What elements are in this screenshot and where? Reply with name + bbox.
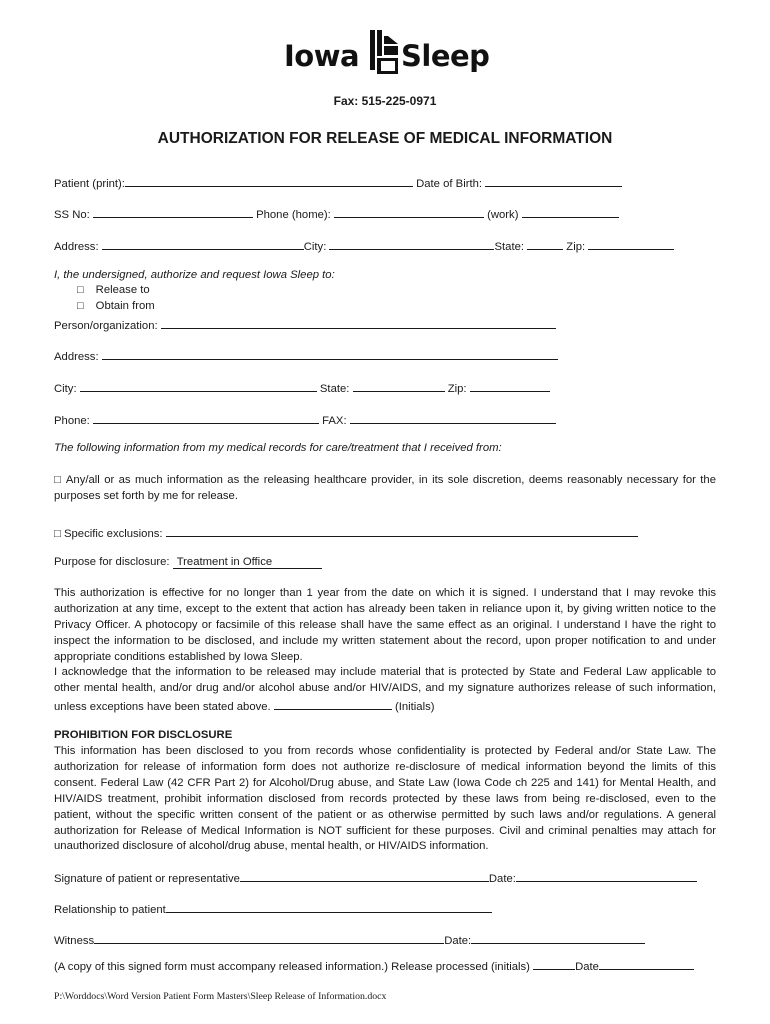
org-phone-row <box>54 411 556 427</box>
dob-field[interactable] <box>485 174 622 187</box>
iowa-sleep-logo <box>284 28 490 80</box>
exclusions-row <box>54 524 638 540</box>
option-release[interactable] <box>77 284 150 296</box>
logo-text-sleep: Sleep <box>401 39 490 73</box>
signature-row <box>54 869 697 885</box>
witness-row <box>54 931 645 947</box>
authorization-paragraph: This authorization is effective for no longer than 1 year from the date on which it is signed. I understand that I may revoke this authorization at any time, except to the extent that action has already been taken in reliance upon it, by giving written notice to the Privacy Officer. A photocopy or facsimile of this release shall have the same effect as an original. I understand I have the right to inspect the information to be disclosed, and include my written statement about the record, upon proper notification to and under appropriate conditions established by Iowa Sleep. <box>54 587 716 663</box>
fax-number: Fax: 515-225-0971 <box>333 94 437 108</box>
purpose-row <box>54 556 322 569</box>
records-intro: The following information from my medical records for care/treatment that I received from: <box>54 442 502 454</box>
ss-label: SS No: <box>54 209 90 221</box>
org-state-label: State: <box>319 383 350 395</box>
copy-note-row <box>54 957 694 973</box>
release-to-label: Release to <box>95 284 150 296</box>
zip-label: Zip: <box>566 241 586 253</box>
option-obtain[interactable] <box>77 300 155 312</box>
org-zip-label: Zip: <box>447 383 467 395</box>
processed-date-field[interactable] <box>599 957 694 970</box>
logo-mark-icon <box>368 28 400 74</box>
org-fax-label: FAX: <box>322 415 347 427</box>
dob-label: Date of Birth: <box>416 178 483 190</box>
exclusions-field[interactable] <box>166 524 638 537</box>
ss-phone-row <box>54 205 619 221</box>
signature-field[interactable] <box>240 869 489 882</box>
anyall-option[interactable]: □ Any/all or as much information as the releasing healthcare provider, in its sole discretion, deems reasonably necessary for the purposes set forth by me for release. <box>54 474 716 502</box>
patient-address-row <box>54 237 674 253</box>
signature-date-field[interactable] <box>516 869 697 882</box>
phone-work-field[interactable] <box>522 205 619 218</box>
copy-note: (A copy of this signed form must accompany released information.) Release processed (initials) <box>54 961 530 973</box>
relationship-field[interactable] <box>166 900 492 913</box>
city-field[interactable] <box>329 237 494 250</box>
city-label: City: <box>303 241 327 253</box>
acknowledge-text: I acknowledge that the information to be released may include material that is protected by State and Federal Law applicable to other mental health, and/or drug and/or alcohol abuse and/or HIV/AIDS, and my signature authorizes release of such information, unless exceptions have been stated above. <box>54 666 716 713</box>
address-label: Address: <box>54 241 99 253</box>
prohibition-heading: PROHIBITION FOR DISCLOSURE <box>54 729 233 741</box>
signature-label: Signature of patient or representative <box>54 873 240 885</box>
exclusions-label[interactable]: □ Specific exclusions: <box>54 528 163 540</box>
prohibition-paragraph: This information has been disclosed to you from records whose confidentiality is protected by Federal and/or State Law. The authorization for release of information form does not authorize re-disclosure of medical information beyond the limits of this consent. Federal Law (42 CFR Part 2) for Alcohol/Drug abuse, and State Law (Iowa Code ch 225 and 141) for Mental Health, and HIV/AIDS treatment, prohibit information disclosed from records protected by these laws from being re-disclosed, even to the patient, without the specific written consent of the patient or as otherwise permitted by such laws and/or regulations. A general authorization for Release of Medical Information is NOT sufficient for these purposes. Civil and criminal penalties may attach for unauthorized disclosure of alcohol/drug abuse, mental health, or HIV/AIDS information. <box>54 745 716 853</box>
person-org-row <box>54 316 556 332</box>
relationship-row <box>54 900 492 916</box>
purpose-field[interactable]: Treatment in Office <box>173 556 322 569</box>
state-label: State: <box>494 241 525 253</box>
initials-field[interactable] <box>274 697 392 710</box>
address-field[interactable] <box>102 237 304 250</box>
org-city-field[interactable] <box>80 379 317 392</box>
relationship-label: Relationship to patient <box>54 904 166 916</box>
org-fax-field[interactable] <box>350 411 556 424</box>
person-org-label: Person/organization: <box>54 320 158 332</box>
org-address-label: Address: <box>54 351 99 363</box>
witness-field[interactable] <box>94 931 444 944</box>
patient-name-row <box>54 174 622 190</box>
org-phone-label: Phone: <box>54 415 90 427</box>
footer-file-path: P:\Worddocs\Word Version Patient Form Masters\Sleep Release of Information.docx <box>54 991 387 1002</box>
page-title: AUTHORIZATION FOR RELEASE OF MEDICAL INFORMATION <box>157 130 613 147</box>
person-org-field[interactable] <box>161 316 556 329</box>
zip-field[interactable] <box>588 237 674 250</box>
witness-label: Witness <box>54 935 95 947</box>
org-address-field[interactable] <box>102 347 558 360</box>
state-field[interactable] <box>527 237 563 250</box>
witness-date-field[interactable] <box>471 931 645 944</box>
phone-work-label: (work) <box>487 209 519 221</box>
org-city-row <box>54 379 550 395</box>
org-address-row <box>54 347 558 363</box>
processed-date-label: Date <box>575 961 599 973</box>
initials-label: (Initials) <box>394 700 435 713</box>
acknowledge-paragraph <box>54 665 716 716</box>
purpose-label: Purpose for disclosure: <box>54 556 170 568</box>
org-zip-field[interactable] <box>470 379 550 392</box>
release-checkbox[interactable]: □ <box>77 284 84 296</box>
logo-text-iowa: Iowa <box>284 39 360 73</box>
witness-date-label: Date: <box>444 935 472 947</box>
obtain-checkbox[interactable]: □ <box>77 300 84 312</box>
processed-initials-field[interactable] <box>533 957 575 970</box>
org-city-label: City: <box>54 383 77 395</box>
authorize-intro: I, the undersigned, authorize and request Iowa Sleep to: <box>54 269 335 281</box>
patient-name-field[interactable] <box>125 174 413 187</box>
phone-home-field[interactable] <box>334 205 484 218</box>
org-phone-field[interactable] <box>93 411 319 424</box>
patient-name-label: Patient (print): <box>54 178 125 190</box>
signature-date-label: Date: <box>488 873 516 885</box>
org-state-field[interactable] <box>353 379 445 392</box>
phone-home-label: Phone (home): <box>256 209 331 221</box>
ss-field[interactable] <box>93 205 253 218</box>
obtain-from-label: Obtain from <box>95 300 155 312</box>
